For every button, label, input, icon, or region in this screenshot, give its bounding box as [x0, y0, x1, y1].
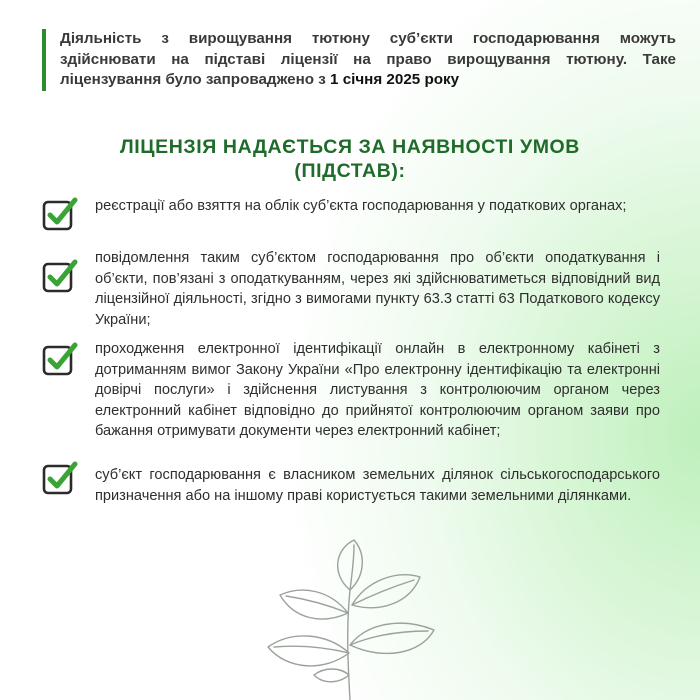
- condition-text: проходження електронної ідентифікації онлайн в електронному кабінеті з дотриманням вимог Закону України «Про електронну ідентифікацію та електронні довірчі послуги» і здійснення листування з контролюючим органом через електронний кабінет відповідно до прийнятої контролюючим органом заяви про бажання отримувати документи через електронний кабінет;: [95, 341, 660, 440]
- intro-text: Діяльність з вирощування тютюну суб’єкти господарювання можуть здійснювати на підставі ліцензії на право вирощування тютюну. Таке ліцензування було запроваджено з: [60, 30, 676, 88]
- condition-text: реєстрації або взяття на облік суб’єкта господарювання у податкових органах;: [95, 198, 627, 214]
- heading-line-2: (ПІДСТАВ):: [294, 160, 406, 182]
- checkbox-check-icon: [42, 196, 78, 232]
- intro-paragraph: [42, 29, 676, 91]
- intro-date: 1 січня 2025 року: [330, 71, 460, 88]
- checkbox-check-icon: [42, 258, 78, 294]
- condition-text: суб’єкт господарювання є власником земельних ділянок сільськогосподарського призначення або на іншому праві користується такими земельними ділянками.: [95, 467, 660, 504]
- plant-icon: [262, 535, 442, 700]
- condition-text: повідомлення таким суб’єктом господарювання про об’єкти оподаткування і об’єкти, пов’язані з оподаткуванням, через які здійснюватиметься відповідний вид ліцензійної діяльності, згідно з вимогами пункту 63.3 статті 63 Податкового кодексу України;: [95, 250, 660, 328]
- checkbox-check-icon: [42, 460, 78, 496]
- checkbox-check-icon: [42, 341, 78, 377]
- heading-line-1: ЛІЦЕНЗІЯ НАДАЄТЬСЯ ЗА НАЯВНОСТІ УМОВ: [120, 136, 580, 158]
- section-heading: [60, 135, 640, 183]
